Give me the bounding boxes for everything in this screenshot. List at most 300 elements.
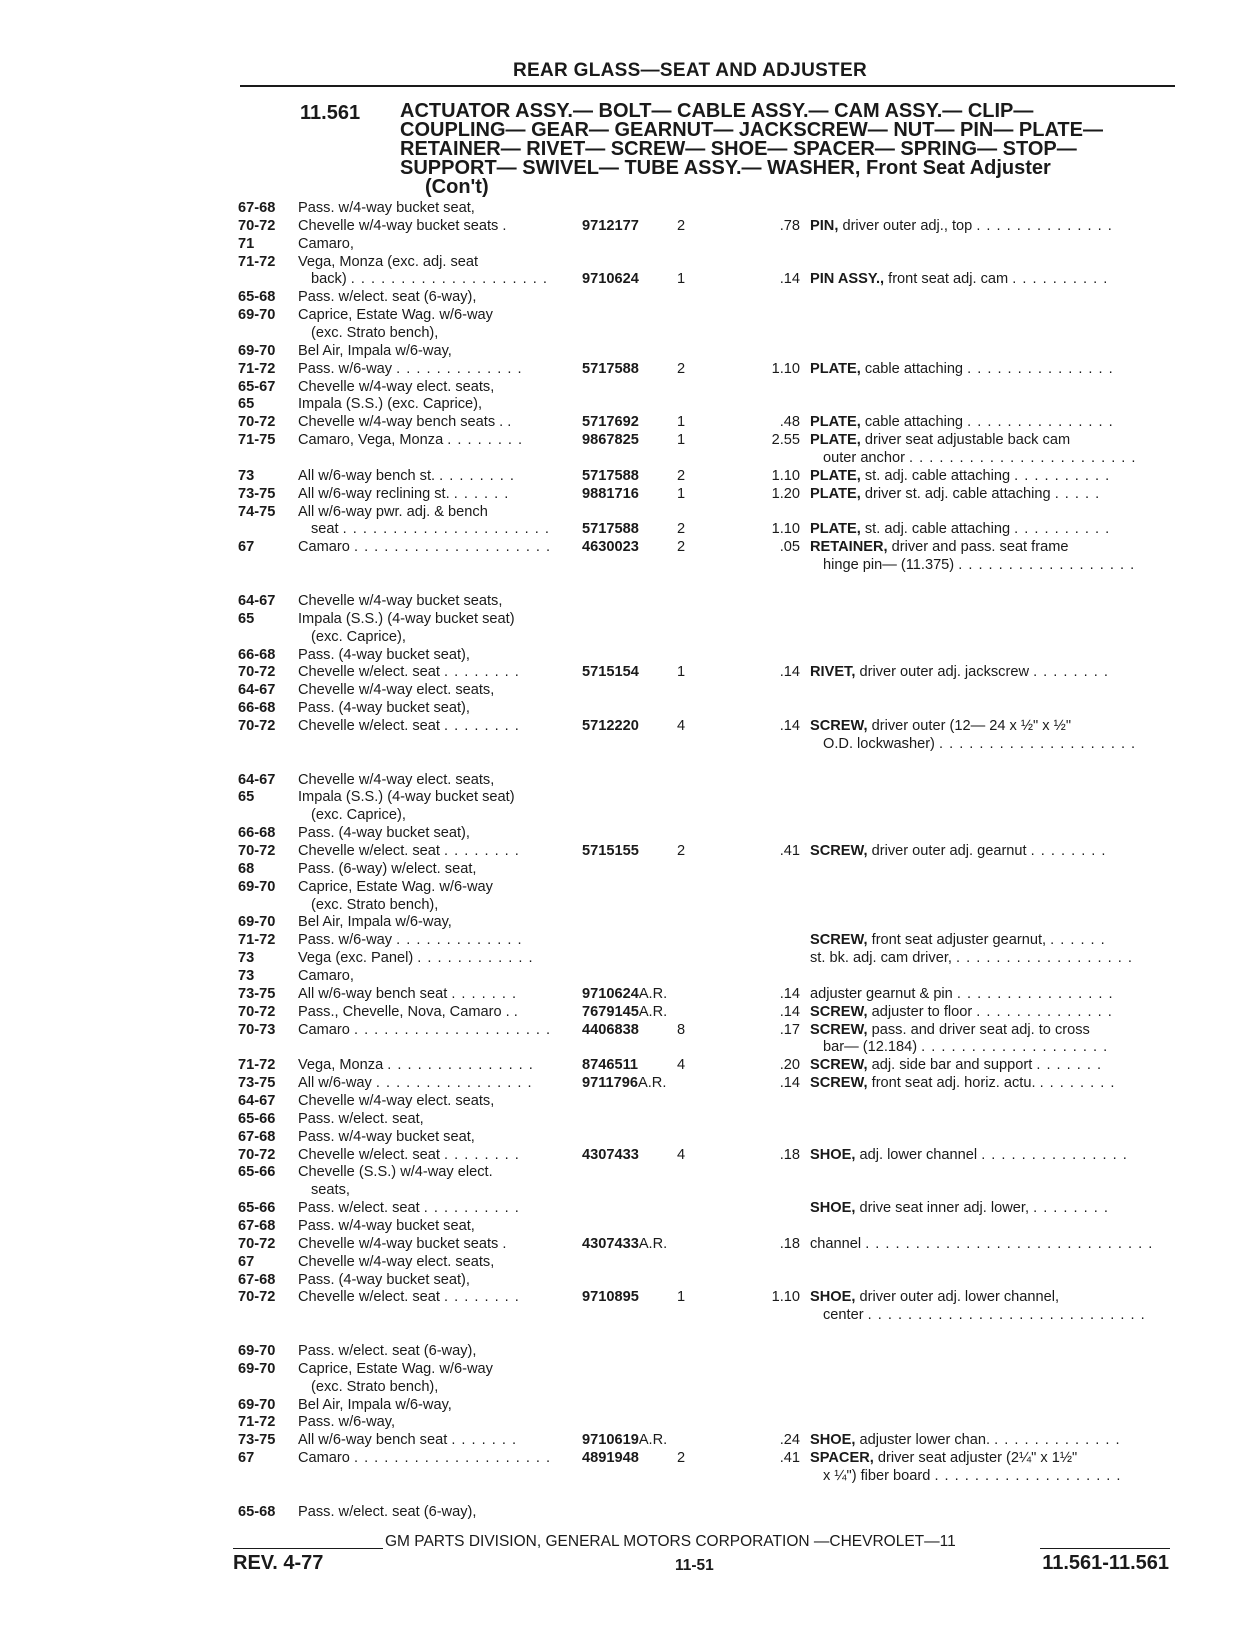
description-text: adjuster to floor <box>871 1003 973 1020</box>
description-text: drive seat inner adj. lower, <box>859 1200 1030 1217</box>
part-description <box>810 360 1175 378</box>
part-name: PIN, <box>810 217 839 234</box>
model-years: 67-68 <box>238 1271 276 1288</box>
model-text: All w/6-way bench seat <box>298 1432 448 1449</box>
model-years: 69-70 <box>238 342 276 359</box>
part-description <box>810 1021 1175 1039</box>
model-text: Pass. w/6-way <box>298 932 393 949</box>
model-text: Pass. w/4-way bucket seat, <box>298 1128 475 1145</box>
dot-leader: . . . . . . . . <box>444 1289 520 1306</box>
part-number-text: 5717692 <box>582 414 639 431</box>
part-description <box>810 1235 1175 1253</box>
model-application <box>298 663 560 681</box>
footer-page-number: 11-51 <box>675 1557 714 1574</box>
dot-leader: . . . . . . . . . . . . . . <box>976 217 1113 234</box>
model-years: 73-75 <box>238 485 276 502</box>
part-description <box>810 1146 1175 1164</box>
model-application <box>298 1092 560 1110</box>
model-application <box>298 949 560 967</box>
list-price: .14 <box>779 271 800 288</box>
model-application <box>298 1128 560 1146</box>
model-years: 67-68 <box>238 1128 276 1145</box>
part-name: PLATE, <box>810 485 861 502</box>
list-price: .05 <box>779 539 800 556</box>
part-number-text: 9710624 <box>582 985 639 1002</box>
dot-leader: . . . . . . . . . . . . . . . . . . . . . . . . . . . . . <box>865 1235 1154 1252</box>
quantity: 1 <box>677 1289 686 1306</box>
model-application <box>311 628 573 646</box>
part-name: SCREW, <box>810 1003 868 1020</box>
dot-leader: . . . . . . . . . . . . . . . <box>967 360 1114 377</box>
model-years: 71-72 <box>238 360 276 377</box>
quantity: 4 <box>677 1057 686 1074</box>
part-description <box>823 556 1188 574</box>
model-application <box>298 342 560 360</box>
part-description <box>810 931 1175 949</box>
model-application <box>298 288 560 306</box>
description-text: center <box>823 1307 864 1324</box>
model-text: Pass. (6-way) w/elect. seat, <box>298 860 477 877</box>
model-years: 64-67 <box>238 1093 276 1109</box>
model-text: Pass. w/elect. seat (6-way), <box>298 1503 477 1520</box>
dot-leader: . . . . . . . . <box>1030 842 1107 859</box>
part-description <box>810 431 1175 449</box>
list-price: .14 <box>779 985 800 1002</box>
part-number-text: 9710895 <box>582 1289 639 1306</box>
description-text: O.D. lockwasher) <box>823 735 935 752</box>
quantity: 8 <box>677 1021 686 1038</box>
model-years: 69-70 <box>238 1396 276 1413</box>
part-description <box>810 985 1175 1003</box>
dot-leader: . . . . . . . . . . . . . . . . . . . . . . . <box>909 450 1137 467</box>
description-text: driver seat adjuster (2¼" x 1½" <box>877 1450 1078 1467</box>
model-years: 65-68 <box>238 289 276 306</box>
model-application <box>298 610 560 628</box>
part-number-text: 4406838 <box>582 1021 639 1038</box>
quantity: 1 <box>677 271 686 288</box>
part-name: SCREW, <box>810 842 868 859</box>
dot-leader: . . . . . . . . . . . . . <box>994 1432 1121 1449</box>
quantity: 1 <box>677 414 686 431</box>
model-text: Bel Air, Impala w/6-way, <box>298 342 452 359</box>
list-price: .24 <box>779 1432 800 1449</box>
list-price: .17 <box>779 1021 800 1038</box>
model-application <box>311 896 573 914</box>
description-text: hinge pin— (11.375) <box>823 557 955 574</box>
model-text: Impala (S.S.) (4-way bucket seat) <box>298 789 515 806</box>
footer-rule-left <box>233 1548 383 1549</box>
model-application <box>298 1396 560 1414</box>
model-text: Chevelle w/elect. seat <box>298 1289 440 1306</box>
list-price: .14 <box>779 664 800 681</box>
part-name: SHOE, <box>810 1146 856 1163</box>
model-application <box>298 199 560 217</box>
dot-leader: . . . . . . . . <box>444 664 520 681</box>
part-number <box>582 360 639 378</box>
model-text: Chevelle w/elect. seat <box>298 717 440 734</box>
model-application <box>298 1199 560 1217</box>
part-number <box>582 842 639 860</box>
dot-leader: . . . . . . . . . . . . . . . <box>387 1057 534 1074</box>
model-years: 73 <box>238 967 255 984</box>
part-number <box>582 431 639 449</box>
description-text: channel <box>810 1235 862 1252</box>
model-years: 64-67 <box>238 771 276 788</box>
model-text: Pass. w/4-way bucket seat, <box>298 1218 475 1235</box>
part-description <box>810 1199 1175 1217</box>
model-application <box>298 306 560 324</box>
list-price: 1.20 <box>771 485 800 502</box>
dot-leader: . . . . . . . . . . . . . . . <box>981 1146 1128 1163</box>
dot-leader: . . . . . . . . . . <box>1012 271 1109 288</box>
dot-leader: . . . . . . . . . . . . . . . . . . . . <box>353 1450 552 1467</box>
model-application <box>298 878 560 896</box>
description-text: front seat adj. cam <box>888 271 1009 288</box>
model-application <box>298 378 560 396</box>
dot-leader: . . . . . . . . . . . . . . . . . . <box>956 950 1133 967</box>
description-text: adj. side bar and support <box>871 1057 1033 1074</box>
part-number-text: 4307433 <box>582 1146 639 1163</box>
model-text: Chevelle w/elect. seat <box>298 664 440 681</box>
model-text: Impala (S.S.) (exc. Caprice), <box>298 396 483 413</box>
model-text: Chevelle w/4-way elect. seats, <box>298 378 495 395</box>
model-application <box>298 1271 560 1289</box>
list-price: 1.10 <box>771 521 800 538</box>
model-text: Camaro, Vega, Monza <box>298 432 444 449</box>
model-text: (exc. Strato bench), <box>311 325 439 342</box>
part-number <box>582 1021 639 1039</box>
model-application <box>298 824 560 842</box>
model-text: Bel Air, Impala w/6-way, <box>298 1396 452 1413</box>
part-description <box>810 413 1175 431</box>
group-title-line: SUPPORT— SWIVEL— TUBE ASSY.— WASHER, Front Seat Adjuster <box>400 157 1051 179</box>
part-number <box>582 1146 639 1164</box>
part-number-text: 5715154 <box>582 664 639 681</box>
dot-leader: . . . . . . . . . . <box>1014 467 1111 484</box>
model-application <box>298 1056 560 1074</box>
model-years: 65 <box>238 610 255 627</box>
model-application <box>298 717 560 735</box>
dot-leader: . . . . . . . . <box>439 467 515 484</box>
model-text: Chevelle w/4-way bucket seats, <box>298 592 503 609</box>
quantity: 2 <box>677 521 686 538</box>
list-price: .18 <box>779 1235 800 1252</box>
model-text: All w/6-way reclining st. <box>298 485 450 502</box>
part-description <box>810 1431 1175 1449</box>
description-text: driver st. adj. cable attaching <box>864 485 1051 502</box>
part-description <box>810 270 1175 288</box>
part-number <box>582 1235 667 1253</box>
model-years: 69-70 <box>238 878 276 895</box>
model-text: Pass. w/elect. seat (6-way), <box>298 289 477 306</box>
part-name: SHOE, <box>810 1432 856 1449</box>
dot-leader: . . . . . . . . <box>1033 1200 1109 1217</box>
model-text: Camaro <box>298 1450 350 1467</box>
description-text: front seat adj. horiz. actu. <box>871 1075 1036 1092</box>
dot-leader: . . . . . . . . <box>444 1146 520 1163</box>
model-years: 73 <box>238 467 255 484</box>
part-number <box>582 1003 667 1021</box>
model-years: 71-75 <box>238 432 276 449</box>
part-number-text: 5717588 <box>582 360 639 377</box>
model-text: Vega, Monza <box>298 1057 384 1074</box>
model-text: Vega, Monza (exc. adj. seat <box>298 253 479 270</box>
quantity: 2 <box>677 1450 686 1467</box>
model-text: Camaro, <box>298 967 354 984</box>
part-number-text: 8746511 <box>582 1057 639 1074</box>
quantity: 1 <box>677 485 686 502</box>
quantity: 2 <box>677 842 686 859</box>
quantity-as-required: A.R. <box>638 985 668 1002</box>
description-text: adjuster gearnut & pin <box>810 985 953 1002</box>
part-number <box>582 1056 638 1074</box>
dot-leader: . . . . . . <box>1050 932 1106 949</box>
model-text: Caprice, Estate Wag. w/6-way <box>298 1360 493 1377</box>
part-name: SCREW, <box>810 1075 868 1092</box>
model-application <box>298 1021 560 1039</box>
part-name: PIN ASSY., <box>810 271 885 288</box>
dot-leader: . . . . . . . . . . . . . . . . . . . . <box>938 735 1137 752</box>
model-years: 66-68 <box>238 700 276 717</box>
model-application <box>298 967 560 985</box>
model-text: back) <box>311 271 347 288</box>
model-application <box>298 1146 560 1164</box>
part-number-text: 4307433 <box>582 1235 639 1252</box>
list-price: .18 <box>779 1146 800 1163</box>
model-years: 64-67 <box>238 682 276 699</box>
part-name: PLATE, <box>810 414 861 431</box>
dot-leader: . . . . . . . . . . . . . . . . . . . . <box>353 539 552 556</box>
part-description <box>823 449 1188 467</box>
dot-leader: . . . . . . . . <box>447 432 524 449</box>
group-title-continued: (Con't) <box>425 176 489 198</box>
quantity: 4 <box>677 1146 686 1163</box>
list-price: 1.10 <box>771 360 800 377</box>
quantity-as-required: A.R. <box>638 1432 668 1449</box>
dot-leader: . . . . . . . . . . . . <box>417 950 534 967</box>
list-price: 2.55 <box>771 432 800 449</box>
model-application <box>298 1074 560 1092</box>
part-number-text: 7679145 <box>582 1003 639 1020</box>
model-text: Chevelle w/4-way bucket seats . <box>298 1235 507 1252</box>
part-name: SCREW, <box>810 932 868 949</box>
model-years: 71-72 <box>238 1414 276 1431</box>
dot-leader: . . . . . . . <box>451 1432 518 1449</box>
part-number <box>582 1449 639 1467</box>
model-application <box>298 860 560 878</box>
model-years: 70-72 <box>238 1289 276 1306</box>
part-name: RIVET, <box>810 664 856 681</box>
part-description <box>810 1288 1175 1306</box>
model-application <box>298 538 560 556</box>
model-application <box>298 1413 560 1431</box>
part-description <box>823 1467 1188 1485</box>
part-description <box>810 520 1175 538</box>
model-years: 64-67 <box>238 592 276 609</box>
model-years: 70-72 <box>238 1146 276 1163</box>
page-title: REAR GLASS—SEAT AND ADJUSTER <box>513 60 867 81</box>
model-years: 69-70 <box>238 307 276 324</box>
description-text: st. adj. cable attaching <box>864 521 1011 538</box>
model-application <box>298 1110 560 1128</box>
quantity-as-required: A.R. <box>638 1075 667 1092</box>
model-years: 67-68 <box>238 200 276 216</box>
model-application <box>298 913 560 931</box>
model-text: Bel Air, Impala w/6-way, <box>298 914 452 931</box>
quantity: 2 <box>677 539 686 556</box>
description-text: adj. lower channel <box>859 1146 978 1163</box>
part-number <box>582 1288 639 1306</box>
model-years: 67 <box>238 1253 255 1270</box>
model-text: Chevelle w/4-way elect. seats, <box>298 1093 495 1109</box>
list-price: 1.10 <box>771 1289 800 1306</box>
model-years: 70-72 <box>238 1235 276 1252</box>
part-number <box>582 1074 666 1092</box>
model-years: 70-72 <box>238 414 276 431</box>
model-application <box>298 235 560 253</box>
model-text: Camaro <box>298 539 350 556</box>
list-price: .48 <box>779 414 800 431</box>
model-years: 67-68 <box>238 1218 276 1235</box>
model-text: Pass., Chevelle, Nova, Camaro . . <box>298 1003 518 1020</box>
dot-leader: . . . . . . . . . . . . . . . . . . . . . <box>342 521 550 538</box>
part-number-text: 4630023 <box>582 539 639 556</box>
model-text: Chevelle w/4-way bench seats . . <box>298 414 512 431</box>
part-description <box>823 1306 1188 1324</box>
dot-leader: . . . . . . . . <box>444 717 520 734</box>
model-years: 65-67 <box>238 378 276 395</box>
description-text: pass. and driver seat adj. to cross <box>871 1021 1090 1038</box>
part-name: SHOE, <box>810 1289 856 1306</box>
model-application <box>298 931 560 949</box>
model-text: Camaro <box>298 1021 350 1038</box>
part-number <box>582 217 639 235</box>
part-number <box>582 985 667 1003</box>
quantity-as-required: A.R. <box>638 1235 668 1252</box>
description-text: st. bk. adj. cam driver, <box>810 950 952 967</box>
model-text: (exc. Strato bench), <box>311 1378 439 1395</box>
description-text: driver outer adj. jackscrew <box>859 664 1029 681</box>
model-application <box>298 431 560 449</box>
model-application <box>298 1449 560 1467</box>
part-number <box>582 1431 667 1449</box>
part-name: PLATE, <box>810 467 861 484</box>
model-years: 70-72 <box>238 1003 276 1020</box>
quantity-as-required: A.R. <box>638 1003 668 1020</box>
model-application <box>298 485 560 503</box>
part-number <box>582 717 639 735</box>
dot-leader: . . . . . . . . . . . . . . . . <box>956 985 1114 1002</box>
model-application <box>311 1378 573 1396</box>
model-years: 65-66 <box>238 1200 276 1217</box>
dot-leader: . . . . . . . . <box>1033 664 1109 681</box>
description-text: x ¼") fiber board <box>823 1468 931 1485</box>
dot-leader: . . . . . . . . . . . . . . <box>976 1003 1113 1020</box>
part-description <box>810 538 1175 556</box>
part-number <box>582 538 639 556</box>
model-application <box>298 1288 560 1306</box>
dot-leader: . . . . . . . . . . . . . . . . <box>375 1075 533 1092</box>
dot-leader: . . . . . <box>1054 485 1101 502</box>
dot-leader: . . . . . . . <box>451 985 518 1002</box>
part-name: SPACER, <box>810 1450 874 1467</box>
part-number <box>582 413 639 431</box>
description-text: outer anchor <box>823 450 905 467</box>
part-description <box>810 663 1175 681</box>
model-text: seats, <box>311 1182 350 1199</box>
part-description <box>810 842 1175 860</box>
quantity: 1 <box>677 432 686 449</box>
model-years: 65 <box>238 789 255 806</box>
model-years: 67 <box>238 539 255 556</box>
part-description <box>823 1038 1188 1056</box>
model-years: 69-70 <box>238 1343 276 1360</box>
description-text: cable attaching <box>864 360 964 377</box>
group-title-line: RETAINER— RIVET— SCREW— SHOE— SPACER— SPRING— STOP— <box>400 138 1077 160</box>
model-years: 73-75 <box>238 1075 276 1092</box>
part-number <box>582 663 639 681</box>
model-text: All w/6-way bench seat <box>298 985 448 1002</box>
model-years: 71 <box>238 235 255 252</box>
quantity: 2 <box>677 217 686 234</box>
part-number-text: 9867825 <box>582 432 639 449</box>
part-description <box>810 1056 1175 1074</box>
model-application <box>298 1431 560 1449</box>
model-text: (exc. Caprice), <box>311 628 406 645</box>
description-text: driver and pass. seat frame <box>891 539 1069 556</box>
description-text: driver outer adj., top <box>842 217 973 234</box>
model-application <box>298 1235 560 1253</box>
dot-leader: . . . . . . . . . . . . . <box>396 360 523 377</box>
dot-leader: . . . . . . . . . . . . . . . . . . . . <box>350 271 548 288</box>
part-number-text: 9881716 <box>582 485 639 502</box>
list-price: .14 <box>779 1003 800 1020</box>
description-text: bar— (12.184) <box>823 1039 918 1056</box>
description-text: driver outer (12— 24 x ½" x ½" <box>871 717 1071 734</box>
model-text: Chevelle w/4-way elect. seats, <box>298 1253 495 1270</box>
model-application <box>298 395 560 413</box>
dot-leader: . . . . . . . . . . . . . . . . . . . . . . . . . . . . <box>867 1307 1146 1324</box>
model-years: 69-70 <box>238 1360 276 1377</box>
model-years: 70-73 <box>238 1021 276 1038</box>
model-text: Camaro, <box>298 235 354 252</box>
dot-leader: . . . . . . . . . . . . . . . . . . . <box>921 1039 1109 1056</box>
part-description <box>823 735 1188 753</box>
footer-revision: REV. 4-77 <box>233 1552 324 1574</box>
quantity: 2 <box>677 360 686 377</box>
part-description <box>810 1449 1175 1467</box>
quantity: 2 <box>677 467 686 484</box>
model-text: Impala (S.S.) (4-way bucket seat) <box>298 610 515 627</box>
model-years: 65-66 <box>238 1164 276 1181</box>
model-text: Pass. (4-way bucket seat), <box>298 646 470 663</box>
model-text: Pass. w/6-way <box>298 360 393 377</box>
description-text: adjuster lower chan. <box>859 1432 991 1449</box>
model-application <box>298 1163 560 1181</box>
model-years: 73 <box>238 950 255 967</box>
part-number <box>582 520 639 538</box>
model-text: Chevelle w/elect. seat <box>298 1146 440 1163</box>
model-application <box>298 503 560 521</box>
model-years: 65-66 <box>238 1110 276 1127</box>
dot-leader: . . . . . . . . . . <box>1014 521 1111 538</box>
list-price: .14 <box>779 1075 800 1092</box>
part-number-text: 5712220 <box>582 717 639 734</box>
group-number: 11.561 <box>300 102 361 124</box>
group-title-line: COUPLING— GEAR— GEARNUT— JACKSCREW— NUT— PIN— PLATE— <box>400 119 1103 141</box>
model-text: (exc. Caprice), <box>311 807 406 824</box>
model-application <box>298 1360 560 1378</box>
